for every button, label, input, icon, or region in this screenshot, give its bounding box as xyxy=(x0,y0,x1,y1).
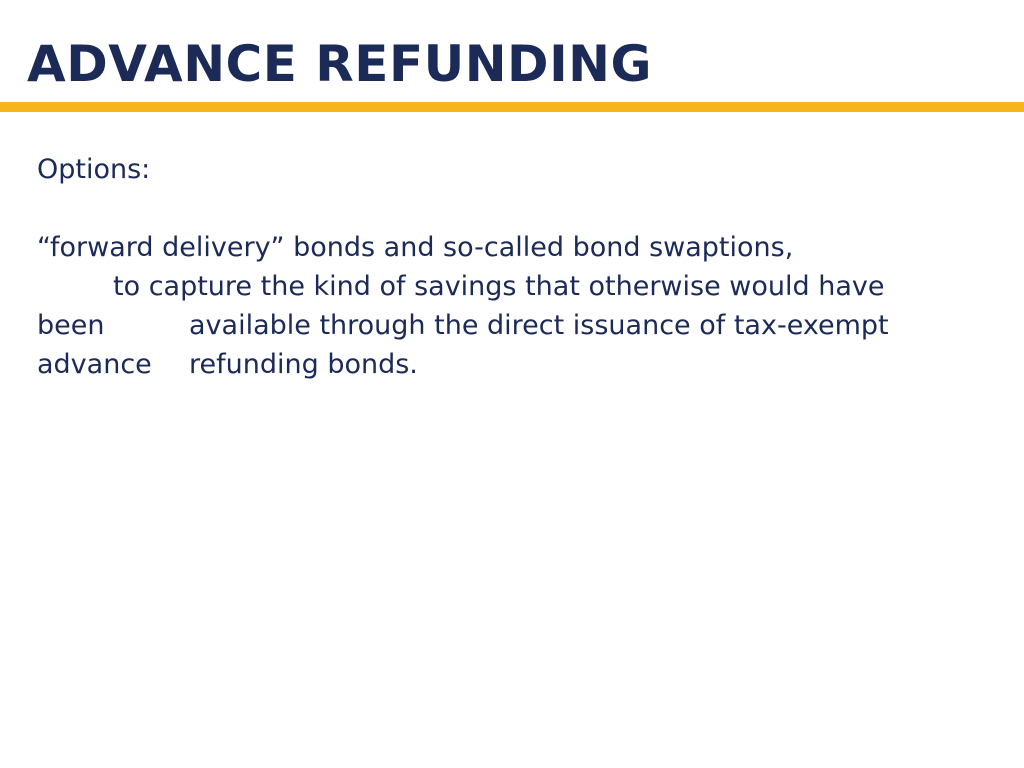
options-heading: Options: xyxy=(37,154,151,185)
body-line-2-text: to capture the kind of savings that otherwise would have xyxy=(113,271,885,302)
body-line-4-text: refunding bonds. xyxy=(189,349,418,380)
slide-title: ADVANCE REFUNDING xyxy=(27,35,653,93)
title-divider xyxy=(0,102,1024,112)
body-line-3-lead: been xyxy=(37,310,105,341)
body-line-4-lead: advance xyxy=(37,349,152,380)
body-line-3 xyxy=(37,306,997,345)
body-line-2 xyxy=(37,267,997,306)
slide-body xyxy=(37,150,997,384)
body-line-4 xyxy=(37,345,997,384)
body-line-1: “forward delivery” bonds and so-called bond swaptions, xyxy=(37,232,794,263)
body-line-3-text: available through the direct issuance of tax-exempt xyxy=(189,310,889,341)
blank-line xyxy=(37,189,997,228)
